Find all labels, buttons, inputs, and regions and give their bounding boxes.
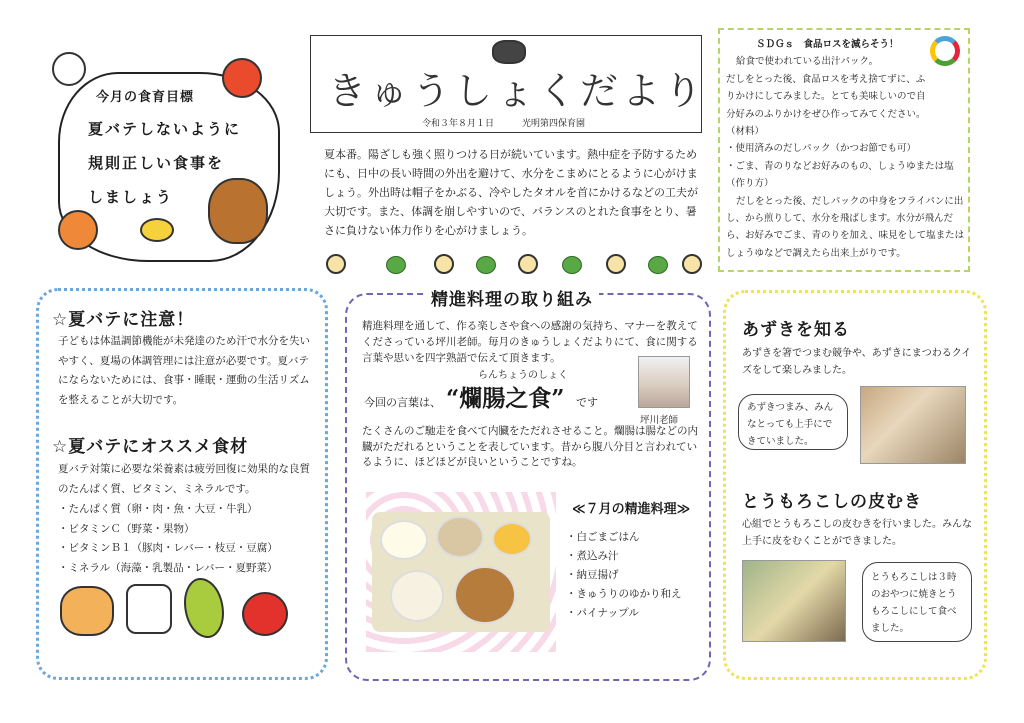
bird-icon [52, 52, 86, 86]
phrase-prefix: 今回の言葉は、 [364, 396, 441, 409]
menu-item-1: ・白ごまごはん [566, 531, 640, 543]
bowl-icon [454, 566, 516, 624]
goal-line-2: 規則正しい食事を [88, 154, 225, 172]
decoration-strip [326, 252, 706, 276]
bear-icon [208, 178, 268, 244]
nutrient-item-3: ・ビタミンＢ１（豚肉・レバー・枝豆・豆腐） [58, 542, 278, 555]
teacher-photo [638, 356, 690, 408]
tree-icon [386, 256, 406, 274]
corn-photo [742, 560, 846, 642]
tofu-icon [126, 584, 172, 634]
summer-text-2: 夏バテ対策に必要な栄養素は疲労回復に効果的な良質のたんぱく質、ビタミン、ミネラルです。 [58, 463, 310, 495]
bowl-icon [436, 516, 484, 558]
sdgs-body: だしをとった後、食品ロスを考え捨てずに、ふりかけにしてみました。とても美味しいので自分好みのふりかけをぜひ作ってみてください。 [726, 73, 926, 120]
goal-line-3: しましょう [88, 188, 174, 206]
meal-tray [372, 512, 550, 632]
goal-heading: 今月の食育目標 [96, 90, 195, 105]
intro-paragraph: 夏本番。陽ざしも強く照りつける日が続いています。熱中症を予防するためにも、日中の長い時間の外出を避けて、水分をこまめにとるように心がけましょう。外出時は帽子をかぶる、冷やしたタオルを首にかけるなどの工夫が大切です。また、体調を崩しやすいので、バランスのとれた食事をとり、暑さに負けない体力作りを心がけましょう。 [324, 148, 698, 237]
sdgs-lead: 給食で使われている出汁パック。 [736, 56, 879, 68]
sun-icon [222, 58, 262, 98]
page-title: きゅうしょくだより [328, 69, 707, 113]
sdgs-material-2: ・ごま、青のりなどお好みのもの、しょうゆまたは塩 [726, 160, 954, 172]
meal-photo-frame [366, 492, 556, 652]
azuki-title: あずきを知る [742, 320, 850, 340]
shojin-text-1: 精進料理を通して、作る楽しさや食への感謝の気持ち、マナーを教えてくださっている坪川老師。毎月のきゅうしょくだよりにて、食に関する言葉や思いを四字熟語で伝えて頂きます。 [362, 320, 698, 364]
tree-icon [648, 256, 668, 274]
corn-title: とうもろこしの皮むき [742, 492, 922, 512]
corn-text: 心組でとうもろこしの皮むきを行いました。みんな上手に皮をむくことができました。 [742, 519, 972, 547]
sdgs-material-1: ・使用済みのだしパック（かつお節でも可） [726, 143, 917, 155]
child-icon [434, 254, 454, 274]
menu-list [566, 528, 682, 623]
phrase: “爛腸之食” [446, 385, 565, 412]
shojin-title: 精進料理の取り組み [425, 285, 599, 310]
sdgs-method: だしをとった後、だしパックの中身をフライパンに出し、から煎りして、水分を飛ばします。水分が飛んだら、お好みでごま、青のりを加え、味見をして塩またはしょうゆなどで調えたら出来上がりです。 [726, 195, 965, 259]
nutrient-list [58, 500, 320, 578]
nutrient-item-1: ・たんぱく質（卵・肉・魚・大豆・牛乳） [58, 503, 258, 515]
azuki-bubble: あずきつまみ、みんなとっても上手にできていました。 [738, 394, 848, 450]
sdgs-materials-label: （材料） [726, 126, 765, 138]
child-icon [606, 254, 626, 274]
bowl-icon [492, 522, 532, 556]
tomato-icon [242, 592, 288, 636]
summer-title-2: ☆夏バテにオススメ食材 [52, 437, 249, 457]
shojin-text-2: たくさんのご馳走を食べて内臓をただれさせること。爛腸は腸などの内臓がただれるということを表しています。昔から腹八分目と言われているように、ほどほどが良いということですね。 [362, 425, 698, 468]
child-icon [326, 254, 346, 274]
bowl-icon [390, 570, 444, 622]
goal-line-1: 夏バテしないように [88, 120, 242, 138]
school-name: 光明第四保育園 [522, 119, 586, 129]
menu-item-3: ・納豆揚げ [566, 569, 619, 581]
nutrient-item-2: ・ビタミンＣ（野菜・果物） [58, 522, 195, 535]
fish-icon [140, 218, 174, 242]
phrase-suffix: です [576, 396, 598, 409]
octopus-icon [58, 210, 98, 250]
azuki-photo [860, 386, 966, 464]
phrase-reading: らんちょうのしょく [478, 370, 568, 381]
nutrient-item-4: ・ミネラル（海藻・乳製品・レバー・夏野菜） [58, 561, 278, 574]
corn-bubble: とうもろこしは３時のおやつに焼きとうもろこしにして食べました。 [862, 562, 972, 642]
salmon-icon [60, 586, 114, 636]
tree-icon [476, 256, 496, 274]
summer-text-1: 子どもは体温調節機能が未発達のため汗で水分を失いやすく、夏場の体調管理には注意が必要です。夏バテにならないためには、食事・睡眠・運動の生活リズムを整えることが大切です。 [58, 335, 310, 406]
issue-date: 令和３年８月１日 [422, 119, 495, 129]
menu-item-5: ・パイナップル [566, 607, 639, 619]
menu-title: ≪７月の精進料理≫ [572, 502, 691, 517]
summer-title-1: ☆夏バテに注意！ [52, 310, 195, 330]
teacher-name: 坪川老師 [640, 415, 679, 426]
child-icon [682, 254, 702, 274]
menu-item-4: ・きゅうりのゆかり和え [566, 588, 682, 600]
sdgs-content [726, 36, 966, 262]
child-icon [518, 254, 538, 274]
azuki-text: あずきを箸でつまむ競争や、あずきにまつわるクイズをして楽しみました。 [742, 348, 972, 376]
tree-icon [562, 256, 582, 274]
bowl-icon [380, 520, 428, 560]
sdgs-method-label: （作り方） [726, 178, 774, 190]
menu-item-2: ・煮込み汁 [566, 550, 619, 562]
sdgs-heading: ＳＤＧｓ 食品ロスを減らそう！ [756, 39, 899, 50]
